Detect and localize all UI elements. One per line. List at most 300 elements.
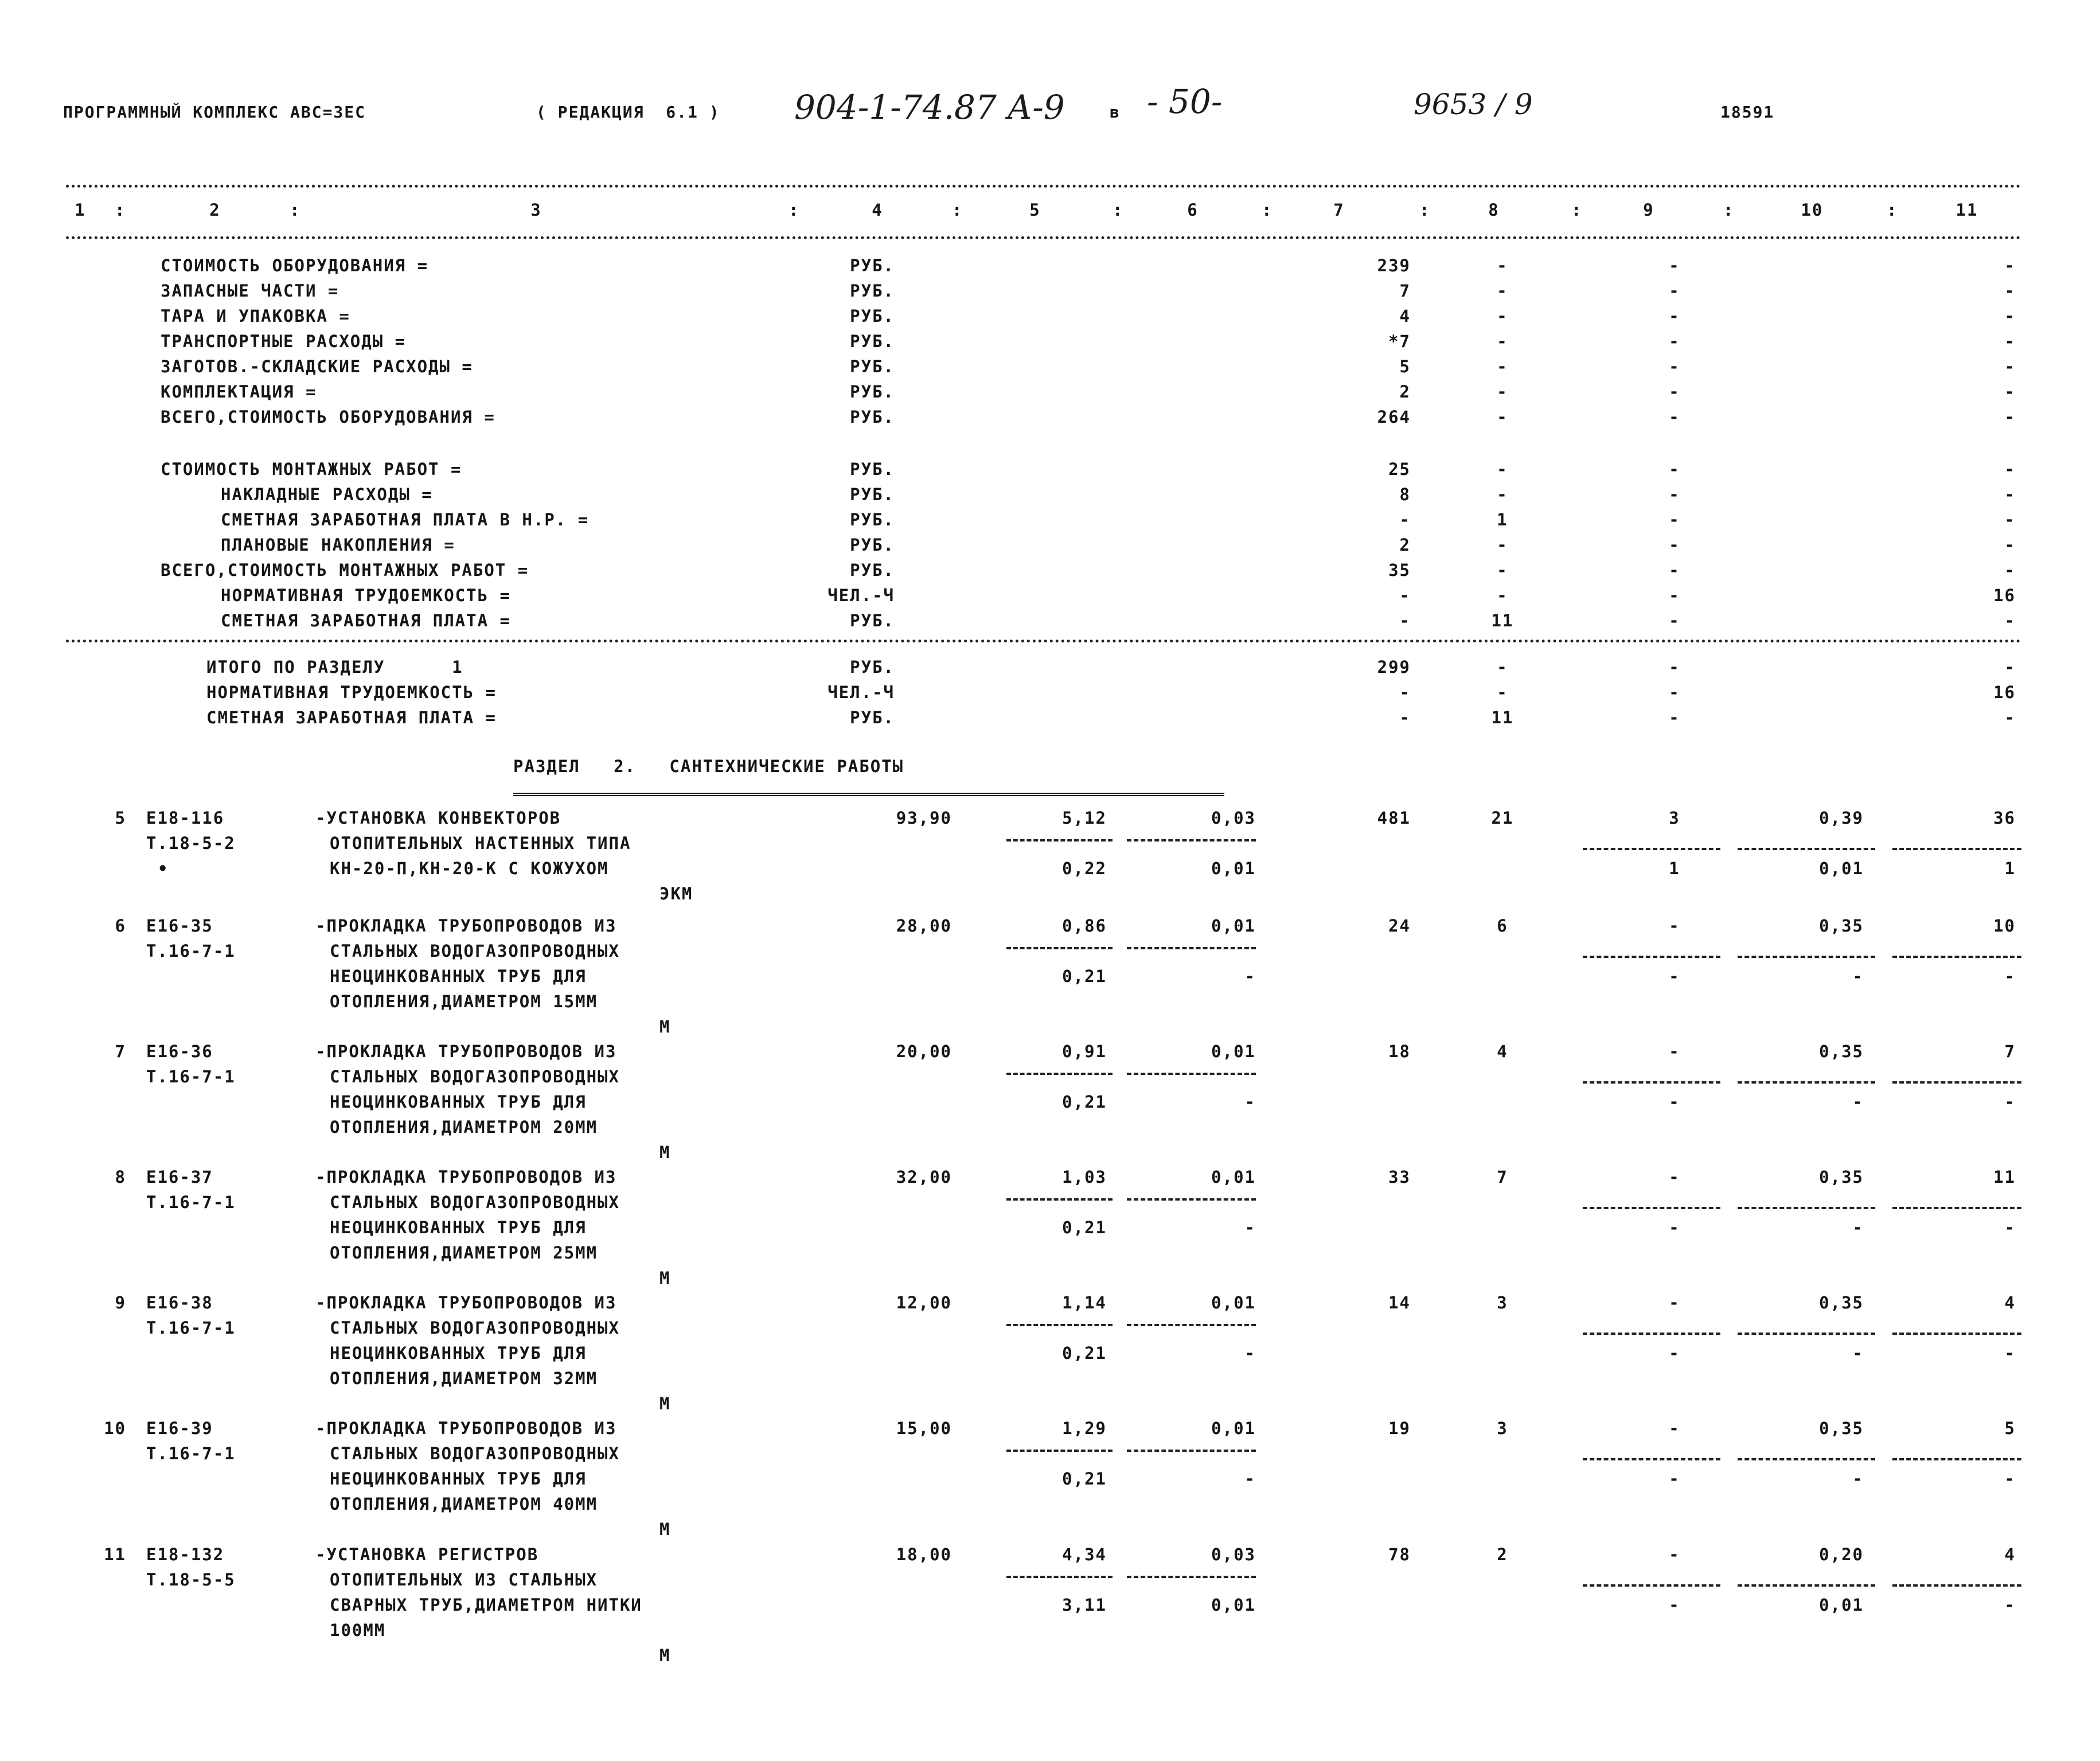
item-col9-top: - xyxy=(1669,1419,1680,1438)
item-col8: 7 xyxy=(1497,1167,1508,1187)
item-col5-top: 1,03 xyxy=(1062,1167,1107,1187)
montage-row-unit: ЧЕЛ.-Ч xyxy=(827,586,895,605)
equipment-row-c7: 7 xyxy=(1399,281,1411,301)
item-code-ref: Т.16-7-1 xyxy=(146,1444,236,1463)
item-col6-bottom: - xyxy=(1244,1469,1256,1489)
equipment-row-label: СТОИМОСТЬ ОБОРУДОВАНИЯ = xyxy=(161,256,429,275)
item-col11-top: 36 xyxy=(1993,808,2016,828)
column-number: 3 xyxy=(530,200,542,220)
montage-row-c11: - xyxy=(2004,459,2016,479)
item-col10-top: 0,39 xyxy=(1819,808,1864,828)
montage-row-unit: РУБ. xyxy=(850,510,895,529)
item-col10-divider xyxy=(1738,1207,1875,1209)
item-col6-divider xyxy=(1127,1198,1256,1201)
item-col9-divider xyxy=(1583,848,1720,850)
item-col6-top: 0,03 xyxy=(1211,1545,1256,1564)
item-description-line: НЕОЦИНКОВАННЫХ ТРУБ ДЛЯ xyxy=(330,1343,587,1363)
column-separator: : xyxy=(1887,200,1898,220)
item-col11-bottom: - xyxy=(2004,967,2016,986)
montage-row-c8: - xyxy=(1497,535,1508,555)
equipment-row-c8: - xyxy=(1497,306,1508,326)
item-col10-bottom: 0,01 xyxy=(1819,859,1864,878)
item-col8: 3 xyxy=(1497,1419,1508,1438)
item-col9-top: - xyxy=(1669,1167,1680,1187)
item-description-line: -ПРОКЛАДКА ТРУБОПРОВОДОВ ИЗ xyxy=(315,1293,617,1312)
item-code-ref: Т.16-7-1 xyxy=(146,941,236,961)
item-col6-bottom: 0,01 xyxy=(1211,859,1256,878)
equipment-row-unit: РУБ. xyxy=(850,332,895,351)
equipment-row-c11: - xyxy=(2004,256,2016,275)
montage-row-unit: РУБ. xyxy=(850,485,895,504)
item-col10-divider xyxy=(1738,956,1875,958)
total-row-unit: РУБ. xyxy=(850,708,895,727)
item-col6-top: 0,03 xyxy=(1211,808,1256,828)
equipment-row-c11: - xyxy=(2004,357,2016,376)
item-col6-divider xyxy=(1127,1450,1256,1452)
item-col9-bottom: - xyxy=(1669,1092,1680,1112)
item-col5-divider xyxy=(1006,1198,1113,1201)
total-row-c9: - xyxy=(1669,683,1680,702)
item-number: 5 xyxy=(115,808,126,828)
item-quantity: 12,00 xyxy=(896,1293,952,1312)
item-description-line: НЕОЦИНКОВАННЫХ ТРУБ ДЛЯ xyxy=(330,1218,587,1237)
item-col7: 14 xyxy=(1388,1293,1411,1312)
item-col6-bottom: 0,01 xyxy=(1211,1595,1256,1615)
item-description-line: СВАРНЫХ ТРУБ,ДИАМЕТРОМ НИТКИ xyxy=(330,1595,642,1615)
item-col10-top: 0,35 xyxy=(1819,1167,1864,1187)
equipment-row-c9: - xyxy=(1669,332,1680,351)
item-col8: 21 xyxy=(1491,808,1514,828)
montage-row-c9: - xyxy=(1669,459,1680,479)
montage-row-c11: 16 xyxy=(1993,586,2016,605)
handwritten-code: 904-1-74.87 А-9 xyxy=(794,88,1065,127)
montage-row-unit: РУБ. xyxy=(850,560,895,580)
item-col5-top: 4,34 xyxy=(1062,1545,1107,1564)
equipment-row-unit: РУБ. xyxy=(850,382,895,402)
item-col7: 18 xyxy=(1388,1042,1411,1061)
totals-rule xyxy=(66,640,2021,642)
item-description-line: СТАЛЬНЫХ ВОДОГАЗОПРОВОДНЫХ xyxy=(330,1067,620,1086)
total-row-c7: 299 xyxy=(1377,657,1411,677)
item-col6-top: 0,01 xyxy=(1211,1293,1256,1312)
item-number: 7 xyxy=(115,1042,126,1061)
column-separator: : xyxy=(1262,200,1273,220)
section-2-underline xyxy=(513,793,1224,796)
item-col5-divider xyxy=(1006,947,1113,949)
montage-row-c7: 35 xyxy=(1388,560,1411,580)
item-quantity: 18,00 xyxy=(896,1545,952,1564)
item-unit: М xyxy=(659,1143,671,1162)
item-description-line: ОТОПЛЕНИЯ,ДИАМЕТРОМ 20ММ xyxy=(330,1117,598,1137)
item-col10-bottom: - xyxy=(1852,1469,1864,1489)
item-description-line: ОТОПЛЕНИЯ,ДИАМЕТРОМ 40ММ xyxy=(330,1494,598,1514)
item-col11-divider xyxy=(1892,1458,2021,1460)
item-col10-top: 0,35 xyxy=(1819,1293,1864,1312)
item-col9-divider xyxy=(1583,1584,1720,1587)
item-code-ref: Т.18-5-2 xyxy=(146,833,236,853)
equipment-row-c7: 239 xyxy=(1377,256,1411,275)
item-col5-bottom: 0,22 xyxy=(1062,859,1107,878)
column-number: 5 xyxy=(1029,200,1041,220)
item-number: 8 xyxy=(115,1167,126,1187)
item-number: 10 xyxy=(104,1419,126,1438)
montage-row-c11: - xyxy=(2004,611,2016,630)
item-code-mark: • xyxy=(158,859,169,878)
item-col5-top: 5,12 xyxy=(1062,808,1107,828)
handwritten-number: 9653 / 9 xyxy=(1414,88,1533,121)
montage-row-label: СТОИМОСТЬ МОНТАЖНЫХ РАБОТ = xyxy=(161,459,462,479)
equipment-row-c9: - xyxy=(1669,407,1680,427)
item-col5-bottom: 3,11 xyxy=(1062,1595,1107,1615)
column-number: 1 xyxy=(75,200,86,220)
item-col9-divider xyxy=(1583,956,1720,958)
item-description-line: ОТОПЛЕНИЯ,ДИАМЕТРОМ 25ММ xyxy=(330,1243,598,1263)
total-row-c8: - xyxy=(1497,657,1508,677)
header-bottom-rule xyxy=(66,236,2021,239)
item-col11-top: 10 xyxy=(1993,916,2016,936)
item-description-line: -ПРОКЛАДКА ТРУБОПРОВОДОВ ИЗ xyxy=(315,1167,617,1187)
montage-row-c11: - xyxy=(2004,485,2016,504)
montage-row-c8: 1 xyxy=(1497,510,1508,529)
item-col10-top: 0,35 xyxy=(1819,1042,1864,1061)
column-number: 4 xyxy=(872,200,883,220)
item-description-line: -ПРОКЛАДКА ТРУБОПРОВОДОВ ИЗ xyxy=(315,916,617,936)
item-col5-divider xyxy=(1006,1576,1113,1578)
item-col10-bottom: - xyxy=(1852,1343,1864,1363)
montage-row-c9: - xyxy=(1669,611,1680,630)
equipment-row-c9: - xyxy=(1669,281,1680,301)
column-separator: : xyxy=(789,200,800,220)
equipment-row-c8: - xyxy=(1497,256,1508,275)
item-quantity: 15,00 xyxy=(896,1419,952,1438)
item-col5-bottom: 0,21 xyxy=(1062,1469,1107,1489)
equipment-row-c9: - xyxy=(1669,306,1680,326)
item-col6-divider xyxy=(1127,839,1256,841)
item-col5-divider xyxy=(1006,1073,1113,1075)
equipment-row-c8: - xyxy=(1497,382,1508,402)
item-col5-bottom: 0,21 xyxy=(1062,1092,1107,1112)
item-col6-divider xyxy=(1127,947,1256,949)
montage-row-c8: - xyxy=(1497,560,1508,580)
item-col5-bottom: 0,21 xyxy=(1062,967,1107,986)
equipment-row-unit: РУБ. xyxy=(850,256,895,275)
item-col7: 33 xyxy=(1388,1167,1411,1187)
montage-row-c9: - xyxy=(1669,586,1680,605)
document-number: 18591 xyxy=(1720,103,1775,122)
total-row-c7: - xyxy=(1399,708,1411,727)
item-quantity: 28,00 xyxy=(896,916,952,936)
item-col5-divider xyxy=(1006,1450,1113,1452)
equipment-row-c11: - xyxy=(2004,407,2016,427)
item-col9-bottom: - xyxy=(1669,1469,1680,1489)
equipment-row-unit: РУБ. xyxy=(850,407,895,427)
equipment-row-c7: 4 xyxy=(1399,306,1411,326)
item-col10-top: 0,35 xyxy=(1819,916,1864,936)
item-col9-top: - xyxy=(1669,1545,1680,1564)
item-col6-top: 0,01 xyxy=(1211,1419,1256,1438)
item-quantity: 20,00 xyxy=(896,1042,952,1061)
item-col6-divider xyxy=(1127,1073,1256,1075)
equipment-row-c7: 5 xyxy=(1399,357,1411,376)
program-name: ПРОГРАММНЫЙ КОМПЛЕКС АВС=3ЕС xyxy=(63,103,366,122)
total-row-c11: - xyxy=(2004,657,2016,677)
total-row-c11: 16 xyxy=(1993,683,2016,702)
item-description-line: ОТОПЛЕНИЯ,ДИАМЕТРОМ 15ММ xyxy=(330,992,598,1011)
column-number: 8 xyxy=(1488,200,1500,220)
total-row-c11: - xyxy=(2004,708,2016,727)
item-description-line: ОТОПИТЕЛЬНЫХ НАСТЕННЫХ ТИПА xyxy=(330,833,631,853)
item-code-ref: Т.16-7-1 xyxy=(146,1318,236,1338)
item-code: Е16-39 xyxy=(146,1419,213,1438)
item-number: 11 xyxy=(104,1545,126,1564)
handwritten-page: - 50- xyxy=(1147,82,1223,121)
item-description-line: ОТОПИТЕЛЬНЫХ ИЗ СТАЛЬНЫХ xyxy=(330,1570,598,1589)
equipment-row-label: ЗАПАСНЫЕ ЧАСТИ = xyxy=(161,281,339,301)
item-col11-divider xyxy=(1892,848,2021,850)
equipment-row-c11: - xyxy=(2004,382,2016,402)
item-col9-top: 3 xyxy=(1669,808,1680,828)
item-description-line: 100ММ xyxy=(330,1620,386,1640)
montage-row-unit: РУБ. xyxy=(850,459,895,479)
item-col10-bottom: - xyxy=(1852,1092,1864,1112)
item-number: 6 xyxy=(115,916,126,936)
equipment-row-c8: - xyxy=(1497,407,1508,427)
equipment-row-label: ТАРА И УПАКОВКА = xyxy=(161,306,350,326)
total-row-c8: 11 xyxy=(1491,708,1514,727)
equipment-row-label: ТРАНСПОРТНЫЕ РАСХОДЫ = xyxy=(161,332,407,351)
column-separator: : xyxy=(1113,200,1124,220)
equipment-row-c11: - xyxy=(2004,332,2016,351)
column-separator: : xyxy=(1419,200,1431,220)
item-description-line: НЕОЦИНКОВАННЫХ ТРУБ ДЛЯ xyxy=(330,1092,587,1112)
equipment-row-c7: *7 xyxy=(1388,332,1411,351)
montage-row-c11: - xyxy=(2004,535,2016,555)
item-col9-divider xyxy=(1583,1081,1720,1084)
equipment-row-unit: РУБ. xyxy=(850,281,895,301)
equipment-row-unit: РУБ. xyxy=(850,306,895,326)
total-row-c9: - xyxy=(1669,657,1680,677)
montage-row-c11: - xyxy=(2004,560,2016,580)
item-col11-bottom: - xyxy=(2004,1218,2016,1237)
item-quantity: 93,90 xyxy=(896,808,952,828)
item-col11-divider xyxy=(1892,956,2021,958)
item-col8: 6 xyxy=(1497,916,1508,936)
item-unit: М xyxy=(659,1017,671,1037)
item-col10-bottom: 0,01 xyxy=(1819,1595,1864,1615)
item-col9-bottom: 1 xyxy=(1669,859,1680,878)
item-col10-divider xyxy=(1738,1584,1875,1587)
item-col11-divider xyxy=(1892,1207,2021,1209)
montage-row-c9: - xyxy=(1669,485,1680,504)
montage-row-c8: - xyxy=(1497,459,1508,479)
item-unit: М xyxy=(659,1646,671,1665)
equipment-row-c7: 264 xyxy=(1377,407,1411,427)
item-unit: ЭКМ xyxy=(659,884,693,903)
top-rule xyxy=(66,185,2021,188)
montage-row-unit: РУБ. xyxy=(850,535,895,555)
equipment-row-label: ВСЕГО,СТОИМОСТЬ ОБОРУДОВАНИЯ = xyxy=(161,407,495,427)
equipment-row-c9: - xyxy=(1669,382,1680,402)
item-description-line: -УСТАНОВКА КОНВЕКТОРОВ xyxy=(315,808,561,828)
item-unit: М xyxy=(659,1394,671,1413)
column-number: 2 xyxy=(209,200,221,220)
montage-row-label: ВСЕГО,СТОИМОСТЬ МОНТАЖНЫХ РАБОТ = xyxy=(161,560,529,580)
item-col5-bottom: 0,21 xyxy=(1062,1343,1107,1363)
montage-row-unit: РУБ. xyxy=(850,611,895,630)
item-col5-top: 1,14 xyxy=(1062,1293,1107,1312)
item-col8: 2 xyxy=(1497,1545,1508,1564)
item-col11-bottom: - xyxy=(2004,1092,2016,1112)
equipment-row-c7: 2 xyxy=(1399,382,1411,402)
equipment-row-label: КОМПЛЕКТАЦИЯ = xyxy=(161,382,317,402)
column-separator: : xyxy=(952,200,963,220)
item-description-line: СТАЛЬНЫХ ВОДОГАЗОПРОВОДНЫХ xyxy=(330,1193,620,1212)
handwritten-letter: в xyxy=(1110,103,1121,122)
item-col5-top: 0,91 xyxy=(1062,1042,1107,1061)
montage-row-label: НАКЛАДНЫЕ РАСХОДЫ = xyxy=(221,485,433,504)
total-row-unit: ЧЕЛ.-Ч xyxy=(827,683,895,702)
item-col10-divider xyxy=(1738,848,1875,850)
item-col10-top: 0,35 xyxy=(1819,1419,1864,1438)
item-quantity: 32,00 xyxy=(896,1167,952,1187)
item-col6-top: 0,01 xyxy=(1211,1167,1256,1187)
total-row-c9: - xyxy=(1669,708,1680,727)
item-col11-bottom: - xyxy=(2004,1343,2016,1363)
item-col9-bottom: - xyxy=(1669,1343,1680,1363)
item-code: Е18-116 xyxy=(146,808,225,828)
item-col9-divider xyxy=(1583,1458,1720,1460)
equipment-row-c8: - xyxy=(1497,357,1508,376)
total-row-label: СМЕТНАЯ ЗАРАБОТНАЯ ПЛАТА = xyxy=(206,708,497,727)
column-separator: : xyxy=(1723,200,1735,220)
equipment-row-c9: - xyxy=(1669,256,1680,275)
item-col11-bottom: - xyxy=(2004,1469,2016,1489)
item-unit: М xyxy=(659,1268,671,1288)
item-col7: 24 xyxy=(1388,916,1411,936)
item-description-line: НЕОЦИНКОВАННЫХ ТРУБ ДЛЯ xyxy=(330,1469,587,1489)
montage-row-c7: - xyxy=(1399,510,1411,529)
item-col11-bottom: 1 xyxy=(2004,859,2016,878)
item-description-line: КН-20-П,КН-20-К С КОЖУХОМ xyxy=(330,859,609,878)
montage-row-c7: 2 xyxy=(1399,535,1411,555)
total-row-c7: - xyxy=(1399,683,1411,702)
item-col8: 3 xyxy=(1497,1293,1508,1312)
item-code: Е16-35 xyxy=(146,916,213,936)
item-col11-top: 7 xyxy=(2004,1042,2016,1061)
item-description-line: -ПРОКЛАДКА ТРУБОПРОВОДОВ ИЗ xyxy=(315,1042,617,1061)
montage-row-c11: - xyxy=(2004,510,2016,529)
item-description-line: -ПРОКЛАДКА ТРУБОПРОВОДОВ ИЗ xyxy=(315,1419,617,1438)
section-2-title: РАЗДЕЛ 2. САНТЕХНИЧЕСКИЕ РАБОТЫ xyxy=(513,757,904,776)
item-col6-bottom: - xyxy=(1244,967,1256,986)
column-separator: : xyxy=(115,200,126,220)
item-col5-bottom: 0,21 xyxy=(1062,1218,1107,1237)
item-col6-bottom: - xyxy=(1244,1092,1256,1112)
item-col9-bottom: - xyxy=(1669,1595,1680,1615)
total-row-c8: - xyxy=(1497,683,1508,702)
column-separator: : xyxy=(1571,200,1583,220)
item-col8: 4 xyxy=(1497,1042,1508,1061)
equipment-row-label: ЗАГОТОВ.-СКЛАДСКИЕ РАСХОДЫ = xyxy=(161,357,473,376)
montage-row-c9: - xyxy=(1669,510,1680,529)
item-col9-top: - xyxy=(1669,1042,1680,1061)
item-col10-bottom: - xyxy=(1852,967,1864,986)
montage-row-c7: - xyxy=(1399,586,1411,605)
equipment-row-c8: - xyxy=(1497,332,1508,351)
montage-row-c8: - xyxy=(1497,586,1508,605)
item-col11-top: 11 xyxy=(1993,1167,2016,1187)
item-code-ref: Т.16-7-1 xyxy=(146,1193,236,1212)
montage-row-c7: - xyxy=(1399,611,1411,630)
montage-row-label: СМЕТНАЯ ЗАРАБОТНАЯ ПЛАТА В Н.Р. = xyxy=(221,510,590,529)
item-col9-divider xyxy=(1583,1207,1720,1209)
item-code: Е16-36 xyxy=(146,1042,213,1061)
item-col10-divider xyxy=(1738,1458,1875,1460)
item-col7: 481 xyxy=(1377,808,1411,828)
item-col6-top: 0,01 xyxy=(1211,1042,1256,1061)
montage-row-label: СМЕТНАЯ ЗАРАБОТНАЯ ПЛАТА = xyxy=(221,611,511,630)
equipment-row-c9: - xyxy=(1669,357,1680,376)
item-col6-divider xyxy=(1127,1324,1256,1326)
item-col10-top: 0,20 xyxy=(1819,1545,1864,1564)
item-col11-divider xyxy=(1892,1584,2021,1587)
item-col5-divider xyxy=(1006,839,1113,841)
item-col10-divider xyxy=(1738,1333,1875,1335)
item-col11-top: 4 xyxy=(2004,1545,2016,1564)
item-col6-top: 0,01 xyxy=(1211,916,1256,936)
item-col6-divider xyxy=(1127,1576,1256,1578)
equipment-row-unit: РУБ. xyxy=(850,357,895,376)
column-number: 7 xyxy=(1333,200,1345,220)
equipment-row-c11: - xyxy=(2004,281,2016,301)
item-code-ref: Т.16-7-1 xyxy=(146,1067,236,1086)
item-col10-bottom: - xyxy=(1852,1218,1864,1237)
item-col11-top: 4 xyxy=(2004,1293,2016,1312)
item-col7: 78 xyxy=(1388,1545,1411,1564)
column-number: 6 xyxy=(1187,200,1199,220)
item-col9-bottom: - xyxy=(1669,967,1680,986)
montage-row-c7: 25 xyxy=(1388,459,1411,479)
item-description-line: ОТОПЛЕНИЯ,ДИАМЕТРОМ 32ММ xyxy=(330,1369,598,1388)
montage-row-c8: 11 xyxy=(1491,611,1514,630)
item-col5-divider xyxy=(1006,1324,1113,1326)
montage-row-label: ПЛАНОВЫЕ НАКОПЛЕНИЯ = xyxy=(221,535,455,555)
column-number: 10 xyxy=(1801,200,1824,220)
total-row-unit: РУБ. xyxy=(850,657,895,677)
item-description-line: СТАЛЬНЫХ ВОДОГАЗОПРОВОДНЫХ xyxy=(330,941,620,961)
item-col11-divider xyxy=(1892,1081,2021,1084)
item-code-ref: Т.18-5-5 xyxy=(146,1570,236,1589)
item-code: Е18-132 xyxy=(146,1545,225,1564)
montage-row-c9: - xyxy=(1669,535,1680,555)
total-row-label: ИТОГО ПО РАЗДЕЛУ 1 xyxy=(206,657,463,677)
item-col9-bottom: - xyxy=(1669,1218,1680,1237)
equipment-row-c8: - xyxy=(1497,281,1508,301)
column-number: 9 xyxy=(1643,200,1654,220)
item-unit: М xyxy=(659,1520,671,1539)
item-col11-divider xyxy=(1892,1333,2021,1335)
item-col6-bottom: - xyxy=(1244,1218,1256,1237)
item-description-line: НЕОЦИНКОВАННЫХ ТРУБ ДЛЯ xyxy=(330,967,587,986)
item-description-line: СТАЛЬНЫХ ВОДОГАЗОПРОВОДНЫХ xyxy=(330,1444,620,1463)
item-col5-top: 1,29 xyxy=(1062,1419,1107,1438)
item-code: Е16-37 xyxy=(146,1167,213,1187)
total-row-label: НОРМАТИВНАЯ ТРУДОЕМКОСТЬ = xyxy=(206,683,497,702)
column-separator: : xyxy=(290,200,301,220)
item-number: 9 xyxy=(115,1293,126,1312)
item-col9-top: - xyxy=(1669,1293,1680,1312)
item-description-line: СТАЛЬНЫХ ВОДОГАЗОПРОВОДНЫХ xyxy=(330,1318,620,1338)
